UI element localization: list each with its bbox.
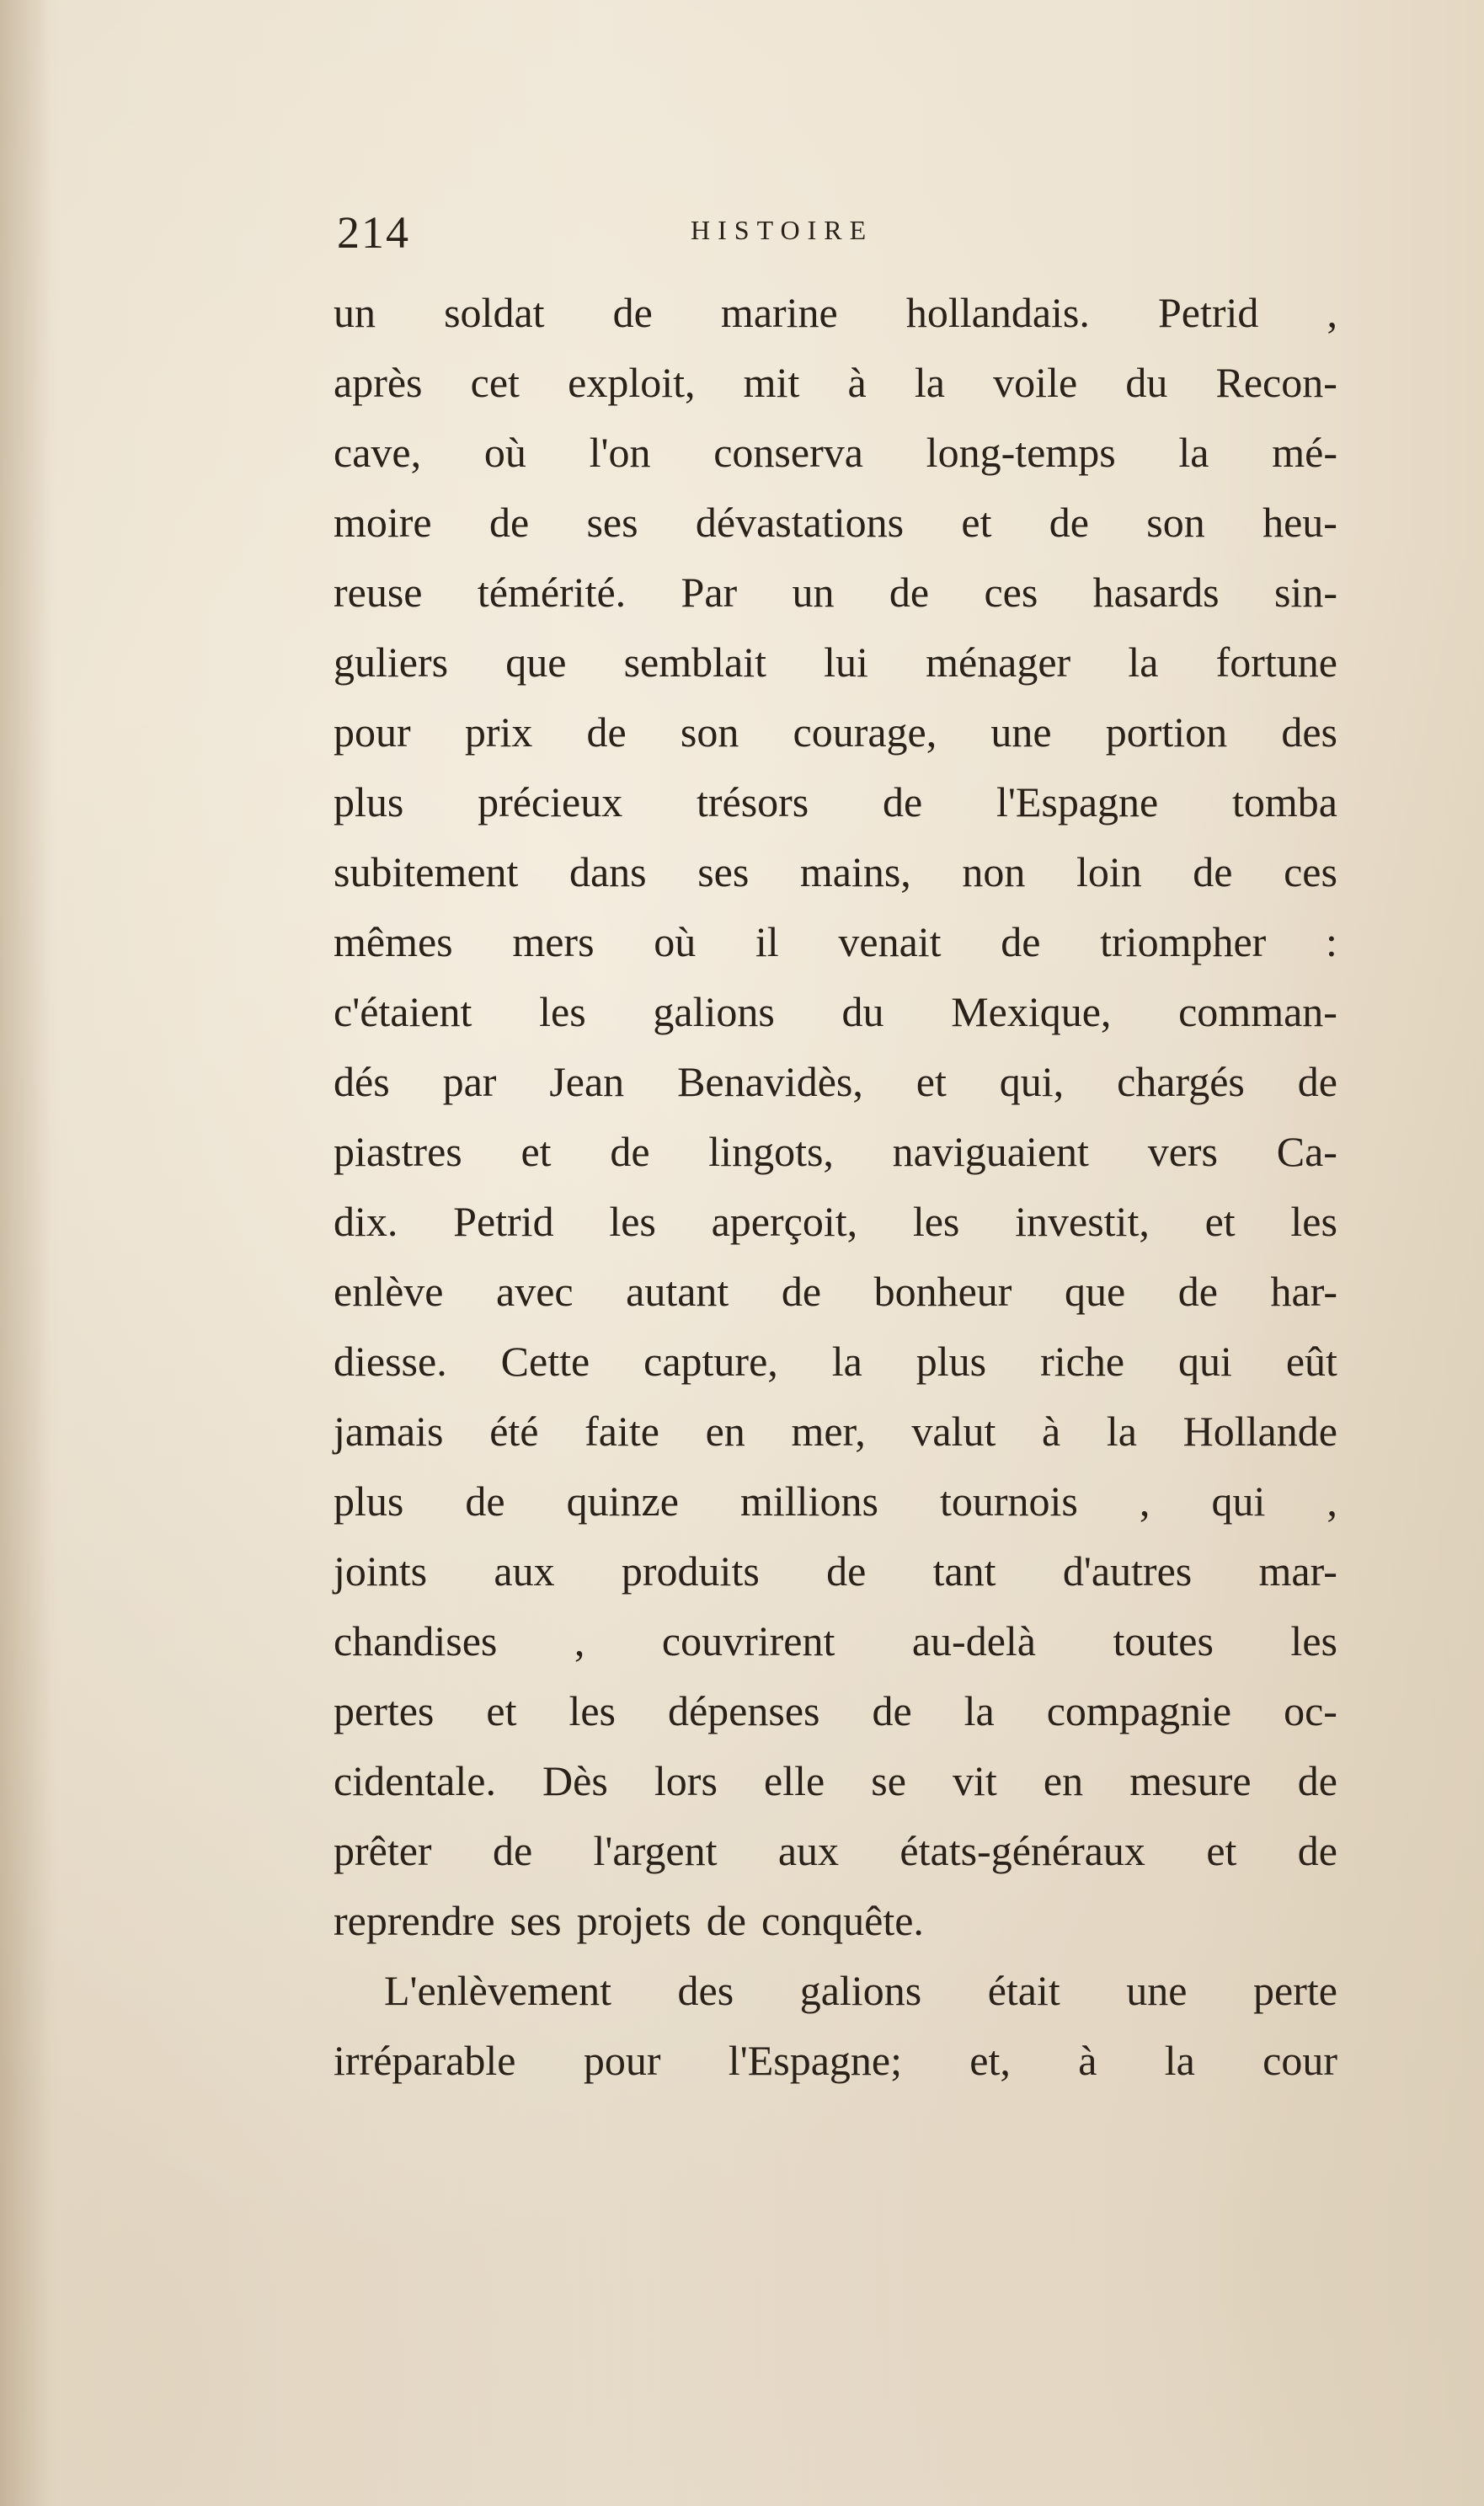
word: de	[1049, 499, 1089, 546]
body-text	[334, 278, 1337, 2096]
text-line	[334, 1117, 1337, 1187]
word: de	[492, 1827, 533, 1874]
word: la	[1178, 429, 1209, 476]
word: tant	[932, 1547, 996, 1595]
word: les	[1290, 1198, 1337, 1245]
word: ses	[510, 1897, 562, 1944]
word: chandises	[334, 1617, 498, 1664]
word: sin-	[1273, 569, 1337, 616]
word: naviguaient	[892, 1128, 1089, 1175]
text-line	[334, 1886, 1337, 1956]
text-line	[334, 418, 1337, 488]
text-line	[334, 1956, 1337, 2026]
text-line	[334, 1816, 1337, 1886]
word: ,	[1327, 1477, 1337, 1525]
word: autant	[626, 1268, 729, 1315]
word: marine	[720, 289, 838, 336]
word: triompher	[1100, 918, 1267, 965]
word: mar-	[1258, 1547, 1337, 1595]
word: les	[539, 988, 586, 1035]
text-line	[334, 1397, 1337, 1467]
word: ménager	[926, 639, 1071, 686]
word: plus	[915, 1338, 987, 1385]
word: cour	[1262, 2037, 1337, 2084]
word: mer,	[791, 1408, 866, 1455]
word: ses	[586, 499, 638, 546]
word: plus	[334, 778, 404, 826]
text-line	[334, 1676, 1337, 1746]
word: oc-	[1284, 1687, 1337, 1734]
word: de	[586, 708, 627, 756]
word: lingots,	[708, 1128, 834, 1175]
word: l'argent	[593, 1827, 718, 1874]
word: dépenses	[667, 1687, 820, 1734]
word: reuse	[334, 569, 423, 616]
word: de	[706, 1897, 746, 1944]
word: des	[677, 1967, 734, 2014]
word: ces	[1284, 848, 1337, 895]
word: Cette	[500, 1338, 590, 1385]
word: la	[914, 359, 945, 406]
word: capture,	[643, 1338, 778, 1385]
word: était	[987, 1967, 1060, 2014]
word: semblait	[623, 639, 766, 686]
text-line	[334, 1047, 1337, 1117]
word: les	[569, 1687, 616, 1734]
word: à	[847, 359, 867, 406]
word: de	[488, 499, 530, 546]
word: les	[609, 1198, 656, 1245]
word: dés	[334, 1058, 390, 1105]
word: piastres	[334, 1128, 462, 1175]
word: c'étaient	[334, 988, 472, 1035]
word: au-delà	[911, 1617, 1036, 1664]
word: ,	[1327, 289, 1337, 336]
word: pertes	[334, 1687, 435, 1734]
word: jamais	[334, 1408, 444, 1455]
word: en	[705, 1408, 745, 1455]
word: ses	[697, 848, 750, 895]
word: irréparable	[334, 2037, 516, 2084]
word: en	[1043, 1757, 1084, 1804]
text-line	[334, 348, 1337, 418]
word: soldat	[444, 289, 545, 336]
word: mers	[512, 918, 595, 965]
word: Recon-	[1215, 359, 1337, 406]
word: heu-	[1262, 499, 1337, 546]
text-line	[334, 767, 1337, 837]
word: de	[1177, 1268, 1218, 1315]
word: aux	[777, 1827, 840, 1874]
word: Petrid	[1157, 289, 1259, 336]
word: ,	[1139, 1477, 1150, 1525]
word: trésors	[696, 778, 809, 826]
word: quinze	[566, 1477, 679, 1525]
word: vers	[1147, 1128, 1218, 1175]
text-line	[334, 907, 1337, 977]
word: que	[1065, 1268, 1126, 1315]
word: de	[1001, 918, 1041, 965]
text-line	[334, 628, 1337, 697]
word: mains,	[799, 848, 911, 895]
word: mêmes	[334, 918, 453, 965]
word: la	[964, 1687, 995, 1734]
word: cave,	[334, 429, 422, 476]
word: des	[1281, 708, 1337, 756]
text-line	[334, 278, 1337, 348]
word: hasards	[1092, 569, 1220, 616]
word: été	[489, 1408, 539, 1455]
word: guliers	[334, 639, 449, 686]
text-line	[334, 1606, 1337, 1676]
word: fortune	[1215, 639, 1337, 686]
word: l'Espagne	[996, 778, 1159, 826]
word: de	[826, 1547, 867, 1595]
word: subitement	[334, 848, 519, 895]
word: la	[1164, 2037, 1195, 2084]
word: tomba	[1231, 778, 1337, 826]
word: la	[831, 1338, 862, 1385]
word: conquête.	[761, 1897, 924, 1944]
word: cet	[470, 359, 520, 406]
word: où	[654, 918, 697, 965]
word: Benavidès,	[677, 1058, 863, 1105]
word: qui	[1177, 1338, 1232, 1385]
word: que	[505, 639, 567, 686]
word: eût	[1285, 1338, 1337, 1385]
word: lors	[654, 1757, 718, 1804]
word: son	[680, 708, 739, 756]
word: et	[1204, 1198, 1236, 1245]
word: son	[1146, 499, 1205, 546]
running-title: HISTOIRE	[691, 215, 874, 245]
word: de	[465, 1477, 505, 1525]
word: chargés	[1117, 1058, 1245, 1105]
word: la	[1106, 1408, 1137, 1455]
word: loin	[1076, 848, 1142, 895]
word: où	[483, 429, 526, 476]
word: portion	[1105, 708, 1228, 756]
word: les	[912, 1198, 960, 1245]
word: qui	[1211, 1477, 1266, 1525]
word: de	[781, 1268, 822, 1315]
word: elle	[764, 1757, 825, 1804]
word: enlève	[334, 1268, 444, 1315]
word: faite	[585, 1408, 659, 1455]
word: une	[1126, 1967, 1188, 2014]
word: venait	[838, 918, 942, 965]
word: de	[1193, 848, 1233, 895]
word: du	[841, 988, 884, 1035]
word: à	[1042, 1408, 1061, 1455]
word: millions	[739, 1477, 878, 1525]
word: lui	[824, 639, 868, 686]
word: d'autres	[1062, 1547, 1193, 1595]
word: avec	[496, 1268, 574, 1315]
word: projets	[576, 1897, 691, 1944]
word: et	[1206, 1827, 1237, 1874]
text-line	[334, 1467, 1337, 1536]
word: la	[1128, 639, 1159, 686]
word: après	[334, 359, 423, 406]
word: qui,	[999, 1058, 1065, 1105]
word: du	[1125, 359, 1168, 406]
word: Dès	[542, 1757, 608, 1804]
word: et	[486, 1687, 517, 1734]
text-line	[334, 2026, 1337, 2096]
word: de	[889, 569, 930, 616]
word: aperçoit,	[711, 1198, 858, 1245]
word: prêter	[334, 1827, 432, 1874]
word: de	[612, 289, 653, 336]
word: riche	[1040, 1338, 1125, 1385]
word: les	[1290, 1617, 1337, 1664]
text-line	[334, 1187, 1337, 1257]
word: mé-	[1272, 429, 1337, 476]
text-line	[334, 1327, 1337, 1397]
word: de	[1297, 1827, 1337, 1874]
word: Jean	[549, 1058, 625, 1105]
word: de	[883, 778, 923, 826]
word: Petrid	[453, 1198, 554, 1245]
word: galions	[653, 988, 775, 1035]
word: une	[990, 708, 1052, 756]
word: reprendre	[334, 1897, 495, 1944]
word: courage,	[793, 708, 937, 756]
word: perte	[1253, 1967, 1337, 2014]
word: de	[610, 1128, 650, 1175]
word: témérité.	[477, 569, 627, 616]
word: dévastations	[695, 499, 905, 546]
word: l'on	[589, 429, 651, 476]
word: de	[1297, 1058, 1337, 1105]
word: voile	[993, 359, 1078, 406]
text-line	[334, 697, 1337, 767]
word: toutes	[1113, 1617, 1214, 1664]
word: long-temps	[926, 429, 1116, 476]
word: de	[1297, 1757, 1337, 1804]
text-line	[334, 1257, 1337, 1327]
word: hollandais.	[905, 289, 1090, 336]
word: mesure	[1129, 1757, 1252, 1804]
text-line	[334, 488, 1337, 558]
word: Par	[681, 569, 738, 616]
text-line	[334, 1746, 1337, 1816]
word: un	[792, 569, 835, 616]
word: dans	[569, 848, 647, 895]
word: conserva	[713, 429, 863, 476]
word: Hollande	[1182, 1408, 1337, 1455]
word: moire	[334, 499, 432, 546]
word: à	[1078, 2037, 1097, 2084]
word: non	[962, 848, 1026, 895]
word: Ca-	[1276, 1128, 1337, 1175]
word: de	[872, 1687, 912, 1734]
word: états-généraux	[899, 1827, 1145, 1874]
word: produits	[621, 1547, 760, 1595]
word: valut	[911, 1408, 996, 1455]
word: et	[520, 1128, 552, 1175]
word: et,	[969, 2037, 1011, 2084]
word: L'enlèvement	[384, 1967, 611, 2014]
word: un	[334, 289, 376, 336]
word: bonheur	[873, 1268, 1012, 1315]
word: mit	[743, 359, 800, 406]
word: joints	[334, 1547, 428, 1595]
word: comman-	[1178, 988, 1337, 1035]
word: investit,	[1015, 1198, 1150, 1245]
word: par	[442, 1058, 497, 1105]
word: tournois	[939, 1477, 1078, 1525]
running-head	[337, 206, 1335, 274]
word: il	[755, 918, 779, 965]
text-line	[334, 977, 1337, 1047]
word: couvrirent	[661, 1617, 835, 1664]
text-line	[334, 558, 1337, 628]
word: vit	[953, 1757, 997, 1804]
word: diesse.	[334, 1338, 447, 1385]
word: har-	[1270, 1268, 1337, 1315]
text-line	[334, 837, 1337, 907]
word: l'Espagne;	[728, 2037, 902, 2084]
word: compagnie	[1046, 1687, 1232, 1734]
text-line	[334, 1536, 1337, 1606]
word: et	[961, 499, 992, 546]
word: aux	[494, 1547, 555, 1595]
word: galions	[799, 1967, 922, 2014]
word: exploit,	[568, 359, 696, 406]
word: Mexique,	[951, 988, 1112, 1035]
word: précieux	[478, 778, 623, 826]
word: :	[1326, 918, 1337, 965]
word: ,	[574, 1617, 585, 1664]
word: pour	[334, 708, 411, 756]
word: se	[871, 1757, 906, 1804]
page-number: 214	[337, 207, 410, 258]
word: pour	[583, 2037, 661, 2084]
word: dix.	[334, 1198, 398, 1245]
word: et	[915, 1058, 947, 1105]
word: ces	[984, 569, 1038, 616]
word: cidentale.	[334, 1757, 496, 1804]
page-fold-shadow	[0, 0, 51, 2506]
word: plus	[334, 1477, 404, 1525]
word: prix	[464, 708, 533, 756]
